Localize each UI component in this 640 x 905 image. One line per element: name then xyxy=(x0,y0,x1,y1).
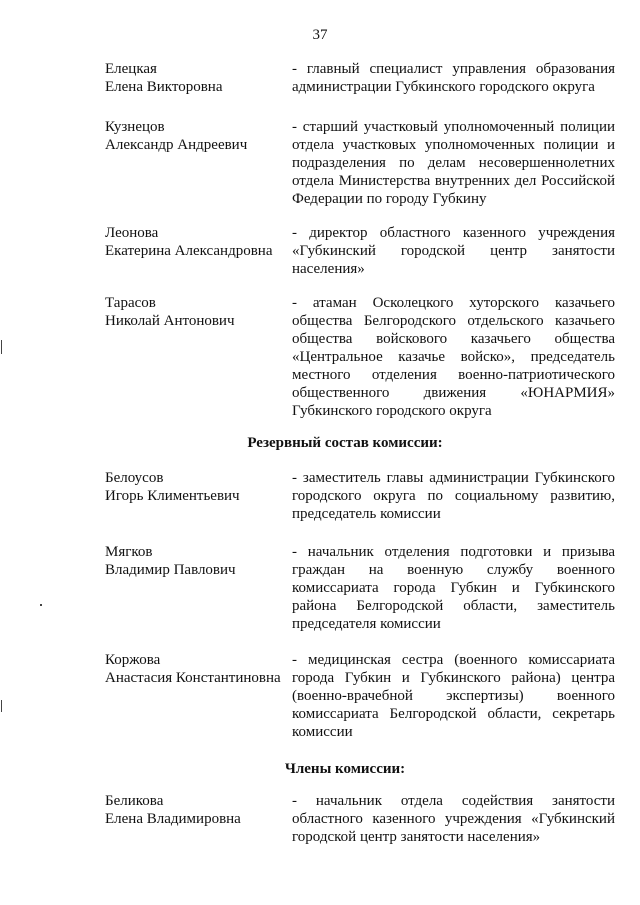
member-name xyxy=(105,118,285,154)
member-given-name: Игорь Климентьевич xyxy=(105,488,240,504)
member-name xyxy=(105,224,285,260)
member-surname: Елецкая xyxy=(105,61,157,77)
members-heading: Члены комиссии: xyxy=(284,761,406,777)
member-surname: Коржова xyxy=(105,652,161,668)
member-given-name: Анастасия Константиновна xyxy=(105,670,281,686)
member-name xyxy=(105,543,285,579)
member-name xyxy=(105,469,285,505)
member-role: - начальник отдела содействия занятости областного казенного учреждения «Губкинский городской центр занятости населения» xyxy=(292,793,615,845)
member-given-name: Николай Антонович xyxy=(105,313,235,329)
member-role: - заместитель главы администрации Губкинского городского округа по социальному развитию, председатель комиссии xyxy=(292,470,615,522)
scan-mark xyxy=(40,604,42,606)
member-surname: Тарасов xyxy=(105,295,156,311)
member-role: - старший участковый уполномоченный полиции отдела участковых уполномоченных полиции и подразделения по делам несовершеннолетних отдела Министерства внутренних дел Российской Федерации по городу Губкину xyxy=(292,119,615,207)
member-given-name: Елена Владимировна xyxy=(105,811,241,827)
member-role: - директор областного казенного учреждения «Губкинский городской центр занятости населения» xyxy=(292,225,615,277)
member-given-name: Александр Андреевич xyxy=(105,137,248,153)
member-surname: Беликова xyxy=(105,793,164,809)
scan-mark xyxy=(1,340,2,354)
member-surname: Белоусов xyxy=(105,470,164,486)
member-role: - медицинская сестра (военного комиссариата города Губкин и Губкинского района) центра (военно-врачебной экспертизы) военного комиссариата Белгородской области, секретарь комиссии xyxy=(292,652,615,740)
member-role: - начальник отделения подготовки и призыва граждан на военную службу военного комиссариата города Губкин и Губкинского района Белгородской области, заместитель председателя комиссии xyxy=(292,544,615,632)
member-given-name: Владимир Павлович xyxy=(105,562,236,578)
scan-mark xyxy=(1,700,2,712)
member-name xyxy=(105,792,285,828)
reserve-heading: Резервный состав комиссии: xyxy=(247,435,443,451)
page-number: 37 xyxy=(312,27,328,43)
member-given-name: Екатерина Александровна xyxy=(105,243,273,259)
member-name xyxy=(105,60,285,96)
member-role: - главный специалист управления образования администрации Губкинского городского округа xyxy=(292,61,615,95)
member-role: - атаман Осколецкого хуторского казачьего общества Белгородского отдельского казачьего общества войскового казачьего общества «Центральное казачье войско», председатель местного отделения военно-патриотического общественного движения «ЮНАРМИЯ» Губкинского городского округа xyxy=(292,295,615,419)
member-surname: Мягков xyxy=(105,544,153,560)
member-name xyxy=(105,651,285,687)
member-name xyxy=(105,294,285,330)
member-given-name: Елена Викторовна xyxy=(105,79,223,95)
member-surname: Леонова xyxy=(105,225,159,241)
member-surname: Кузнецов xyxy=(105,119,165,135)
